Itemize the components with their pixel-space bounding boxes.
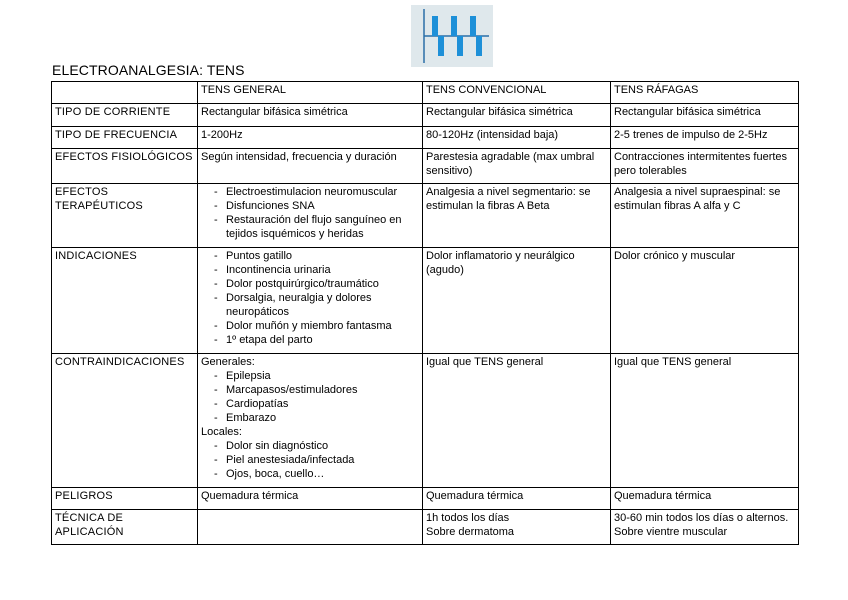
table-cell: 2-5 trenes de impulso de 2-5Hz — [611, 127, 799, 149]
technique-line: 1h todos los días — [426, 512, 510, 524]
table-cell: 80-120Hz (intensidad baja) — [423, 127, 611, 149]
row-label: PELIGROS — [52, 488, 198, 510]
list-item: - Epilepsia — [214, 369, 419, 383]
table-cell: Rectangular bifásica simétrica — [611, 104, 799, 127]
contraindications-general-heading: Generales: — [201, 356, 255, 368]
header-tens-general: TENS GENERAL — [198, 82, 423, 104]
row-label: EFECTOS TERAPÉUTICOS — [52, 184, 198, 248]
list-item: - Embarazo — [214, 411, 419, 425]
table-cell: 1-200Hz — [198, 127, 423, 149]
indications-list — [201, 249, 419, 347]
list-item: - Puntos gatillo — [214, 249, 419, 263]
list-item: - Disfunciones SNA — [214, 199, 419, 213]
therapeutic-effects-list — [201, 185, 419, 241]
list-item: - Marcapasos/estimuladores — [214, 383, 419, 397]
table-cell: Dolor crónico y muscular — [611, 248, 799, 354]
table-cell: Analgesia a nivel segmentario: se estimulan la fibras A Beta — [423, 184, 611, 248]
table-cell: 30-60 min todos los días o alternos. Sobre vientre muscular — [611, 510, 799, 545]
table-cell: Parestesia agradable (max umbral sensitivo) — [423, 149, 611, 184]
table-cell: Igual que TENS general — [611, 354, 799, 488]
list-item: - Piel anestesiada/infectada — [214, 453, 419, 467]
table-cell — [198, 354, 423, 488]
table-row — [52, 510, 799, 545]
table-row — [52, 248, 799, 354]
table-cell: Contracciones intermitentes fuertes pero tolerables — [611, 149, 799, 184]
table-cell — [423, 510, 611, 545]
table-cell — [198, 248, 423, 354]
table-cell: Rectangular bifásica simétrica — [423, 104, 611, 127]
table-row — [52, 184, 799, 248]
table-cell: Según intensidad, frecuencia y duración — [198, 149, 423, 184]
table-row — [52, 104, 799, 127]
waveform-graphic — [411, 5, 493, 67]
table-cell: Quemadura térmica — [198, 488, 423, 510]
list-item: - Ojos, boca, cuello… — [214, 467, 419, 481]
list-item: - Dolor sin diagnóstico — [214, 439, 419, 453]
table-row — [52, 149, 799, 184]
list-item: - Electroestimulacion neuromuscular — [214, 185, 419, 199]
header-cell-empty — [52, 82, 198, 104]
table-cell: Rectangular bifásica simétrica — [198, 104, 423, 127]
table-header-row — [52, 82, 799, 104]
row-label: TÉCNICA DE APLICACIÓN — [52, 510, 198, 545]
contraindications-local-list — [201, 439, 419, 481]
list-item: - Dorsalgia, neuralgia y dolores neuropáticos — [214, 291, 419, 319]
list-item: - Incontinencia urinaria — [214, 263, 419, 277]
tens-waveform-icon — [411, 5, 493, 67]
row-label: TIPO DE FRECUENCIA — [52, 127, 198, 149]
contraindications-general-list — [201, 369, 419, 425]
row-label: TIPO DE CORRIENTE — [52, 104, 198, 127]
table-cell — [198, 184, 423, 248]
table-cell — [198, 510, 423, 545]
row-label: INDICACIONES — [52, 248, 198, 354]
table-cell: Quemadura térmica — [611, 488, 799, 510]
table-cell: Dolor inflamatorio y neurálgico (agudo) — [423, 248, 611, 354]
contraindications-local-heading: Locales: — [201, 426, 242, 438]
list-item: - Cardiopatías — [214, 397, 419, 411]
table-row — [52, 127, 799, 149]
list-item: - 1º etapa del parto — [214, 333, 419, 347]
tens-comparison-table — [51, 81, 799, 545]
table-row — [52, 354, 799, 488]
table-cell: Analgesia a nivel supraespinal: se estimulan fibras A alfa y C — [611, 184, 799, 248]
table-cell: Igual que TENS general — [423, 354, 611, 488]
header-tens-rafagas: TENS RÁFAGAS — [611, 82, 799, 104]
table-cell: Quemadura térmica — [423, 488, 611, 510]
page-title: ELECTROANALGESIA: TENS — [52, 62, 245, 78]
list-item: - Dolor postquirúrgico/traumático — [214, 277, 419, 291]
table-row — [52, 488, 799, 510]
technique-line: Sobre dermatoma — [426, 526, 515, 538]
row-label: CONTRAINDICACIONES — [52, 354, 198, 488]
list-item: - Dolor muñón y miembro fantasma — [214, 319, 419, 333]
row-label: EFECTOS FISIOLÓGICOS — [52, 149, 198, 184]
list-item: - Restauración del flujo sanguíneo en tejidos isquémicos y heridas — [214, 213, 419, 241]
header-tens-convencional: TENS CONVENCIONAL — [423, 82, 611, 104]
